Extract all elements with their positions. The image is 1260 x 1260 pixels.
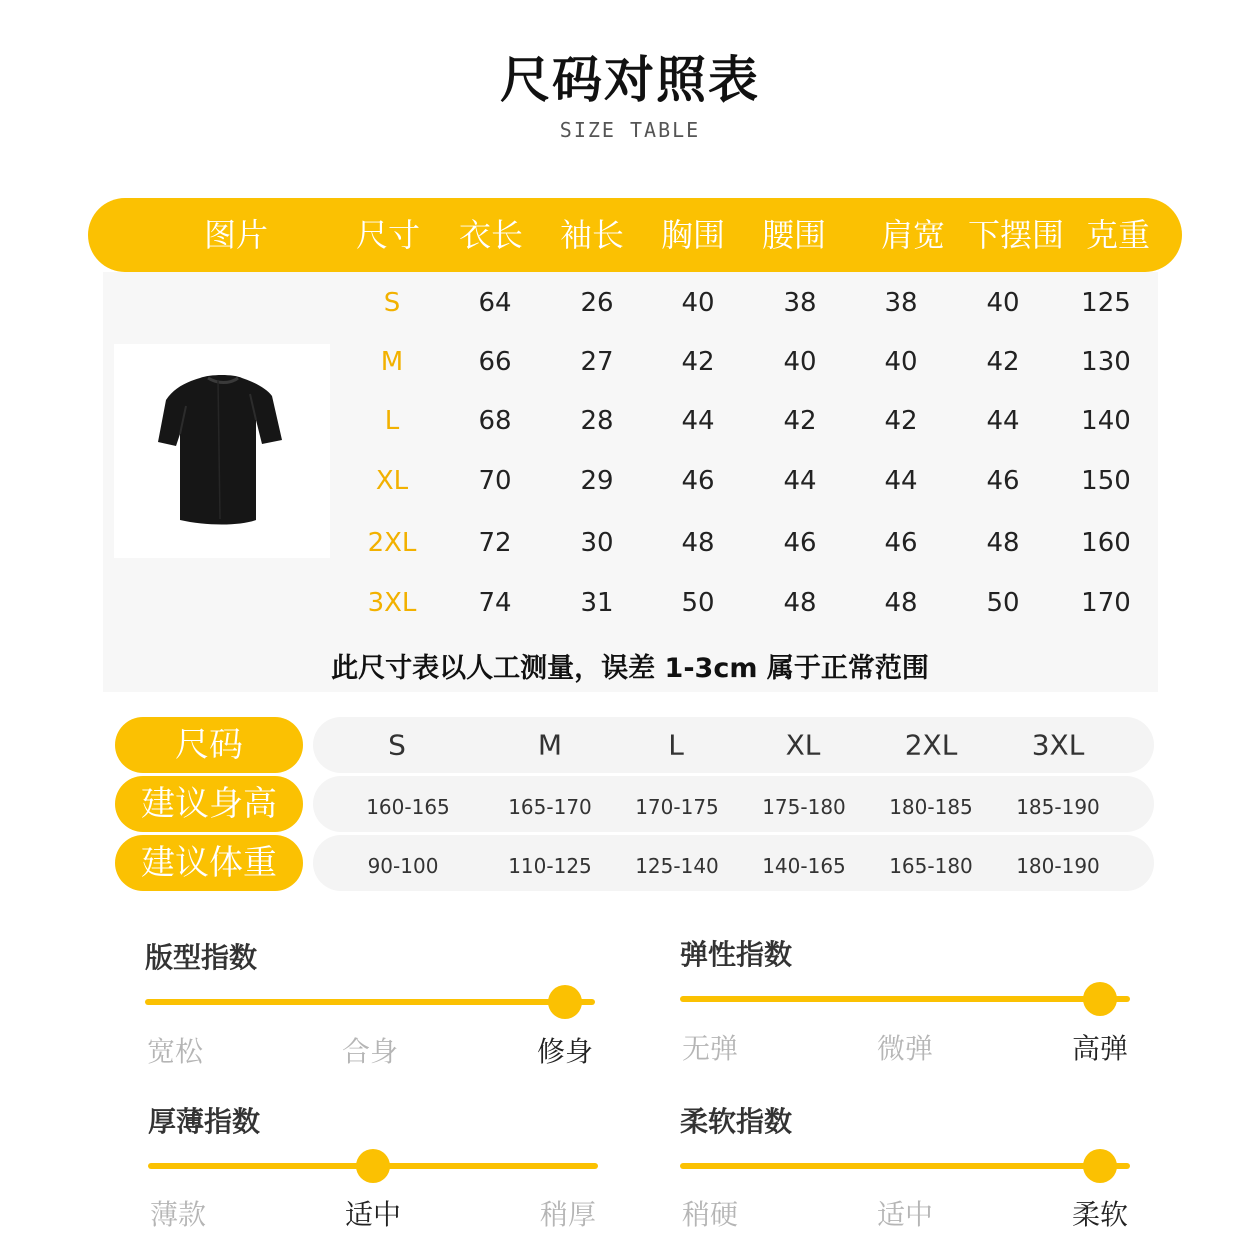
table-cell: 27 <box>580 347 614 377</box>
header-size: 尺寸 <box>355 216 421 254</box>
index-option: 无弹 <box>681 1032 739 1065</box>
product-image <box>114 344 330 558</box>
table-cell: 64 <box>478 288 512 318</box>
rec-weight: 125-140 <box>635 854 719 878</box>
header-waist: 腰围 <box>761 216 827 254</box>
index-option: 柔软 <box>1071 1198 1129 1231</box>
table-cell: 44 <box>884 466 918 496</box>
index-slider-track <box>145 999 595 1005</box>
table-cell: 40 <box>986 288 1020 318</box>
index-title: 柔软指数 <box>680 1105 793 1138</box>
index-slider-track <box>680 1163 1130 1169</box>
index-option: 宽松 <box>146 1035 204 1068</box>
index-option: 适中 <box>344 1198 402 1231</box>
label-height: 建议身高 <box>115 776 303 832</box>
index-slider-knob <box>1083 1149 1117 1183</box>
table-cell: 31 <box>580 588 614 618</box>
header-sleeve: 袖长 <box>559 216 625 254</box>
index-option: 合身 <box>341 1035 399 1068</box>
index-option: 稍硬 <box>681 1198 739 1231</box>
table-cell: 46 <box>884 528 918 558</box>
size-cell: S <box>383 288 401 318</box>
table-cell: 70 <box>478 466 512 496</box>
rec-weight: 140-165 <box>762 854 846 878</box>
table-cell: 44 <box>681 406 715 436</box>
index-title: 厚薄指数 <box>148 1105 261 1138</box>
table-cell: 38 <box>783 288 817 318</box>
rec-size: 3XL <box>1031 728 1085 762</box>
table-cell: 150 <box>1081 466 1131 496</box>
rec-size: L <box>668 728 684 762</box>
header-weight: 克重 <box>1085 216 1151 254</box>
table-cell: 44 <box>986 406 1020 436</box>
table-cell: 48 <box>681 528 715 558</box>
size-cell: XL <box>375 466 409 496</box>
rec-size: 2XL <box>904 728 958 762</box>
header-hem: 下摆围 <box>967 216 1065 254</box>
table-cell: 72 <box>478 528 512 558</box>
rec-size: S <box>388 728 406 762</box>
size-cell: M <box>380 347 404 377</box>
rec-height: 165-170 <box>508 795 592 819</box>
table-cell: 28 <box>580 406 614 436</box>
rec-height: 160-165 <box>366 795 450 819</box>
rec-height: 175-180 <box>762 795 846 819</box>
index-option: 修身 <box>536 1035 594 1068</box>
rec-weight: 165-180 <box>889 854 973 878</box>
row-sizes <box>313 717 1154 773</box>
rec-weight: 110-125 <box>508 854 592 878</box>
label-size: 尺码 <box>115 717 303 773</box>
table-cell: 40 <box>681 288 715 318</box>
header-chest: 胸围 <box>660 216 726 254</box>
index-title: 弹性指数 <box>680 938 793 971</box>
header-shoulder: 肩宽 <box>880 216 946 254</box>
table-cell: 46 <box>783 528 817 558</box>
rec-weight: 180-190 <box>1016 854 1100 878</box>
index-slider-knob <box>1083 982 1117 1016</box>
page-title: 尺码对照表 <box>500 51 760 109</box>
tshirt-icon <box>114 344 330 558</box>
index-option: 稍厚 <box>539 1198 597 1231</box>
table-cell: 40 <box>884 347 918 377</box>
table-cell: 42 <box>681 347 715 377</box>
index-slider-track <box>680 996 1130 1002</box>
index-option: 薄款 <box>149 1198 207 1231</box>
rec-height: 185-190 <box>1016 795 1100 819</box>
table-cell: 170 <box>1081 588 1131 618</box>
rec-size: M <box>537 728 563 762</box>
index-option: 微弹 <box>876 1032 934 1065</box>
table-cell: 50 <box>986 588 1020 618</box>
header-picture: 图片 <box>203 216 269 254</box>
label-weight: 建议体重 <box>115 835 303 891</box>
measurement-note: 此尺寸表以人工测量，误差 1-3cm 属于正常范围 <box>331 653 929 684</box>
table-cell: 46 <box>681 466 715 496</box>
size-table-header <box>88 198 1182 272</box>
table-cell: 40 <box>783 347 817 377</box>
table-cell: 42 <box>986 347 1020 377</box>
table-cell: 26 <box>580 288 614 318</box>
index-slider-knob <box>548 985 582 1019</box>
table-cell: 68 <box>478 406 512 436</box>
table-cell: 29 <box>580 466 614 496</box>
rec-height: 180-185 <box>889 795 973 819</box>
table-cell: 38 <box>884 288 918 318</box>
table-cell: 46 <box>986 466 1020 496</box>
table-cell: 42 <box>783 406 817 436</box>
table-cell: 48 <box>884 588 918 618</box>
index-slider-knob <box>356 1149 390 1183</box>
header-length: 衣长 <box>458 216 524 254</box>
table-cell: 50 <box>681 588 715 618</box>
table-cell: 66 <box>478 347 512 377</box>
table-cell: 48 <box>783 588 817 618</box>
size-cell: L <box>384 406 400 436</box>
table-cell: 140 <box>1081 406 1131 436</box>
size-cell: 3XL <box>367 588 417 618</box>
page-subtitle: SIZE TABLE <box>559 118 701 142</box>
index-option: 高弹 <box>1071 1032 1129 1065</box>
index-title: 版型指数 <box>145 941 258 974</box>
table-cell: 74 <box>478 588 512 618</box>
table-cell: 42 <box>884 406 918 436</box>
table-cell: 48 <box>986 528 1020 558</box>
index-option: 适中 <box>876 1198 934 1231</box>
rec-weight: 90-100 <box>367 854 439 878</box>
table-cell: 160 <box>1081 528 1131 558</box>
table-cell: 44 <box>783 466 817 496</box>
size-cell: 2XL <box>367 528 417 558</box>
rec-height: 170-175 <box>635 795 719 819</box>
table-cell: 125 <box>1081 288 1131 318</box>
table-cell: 130 <box>1081 347 1131 377</box>
rec-size: XL <box>785 728 821 762</box>
table-cell: 30 <box>580 528 614 558</box>
